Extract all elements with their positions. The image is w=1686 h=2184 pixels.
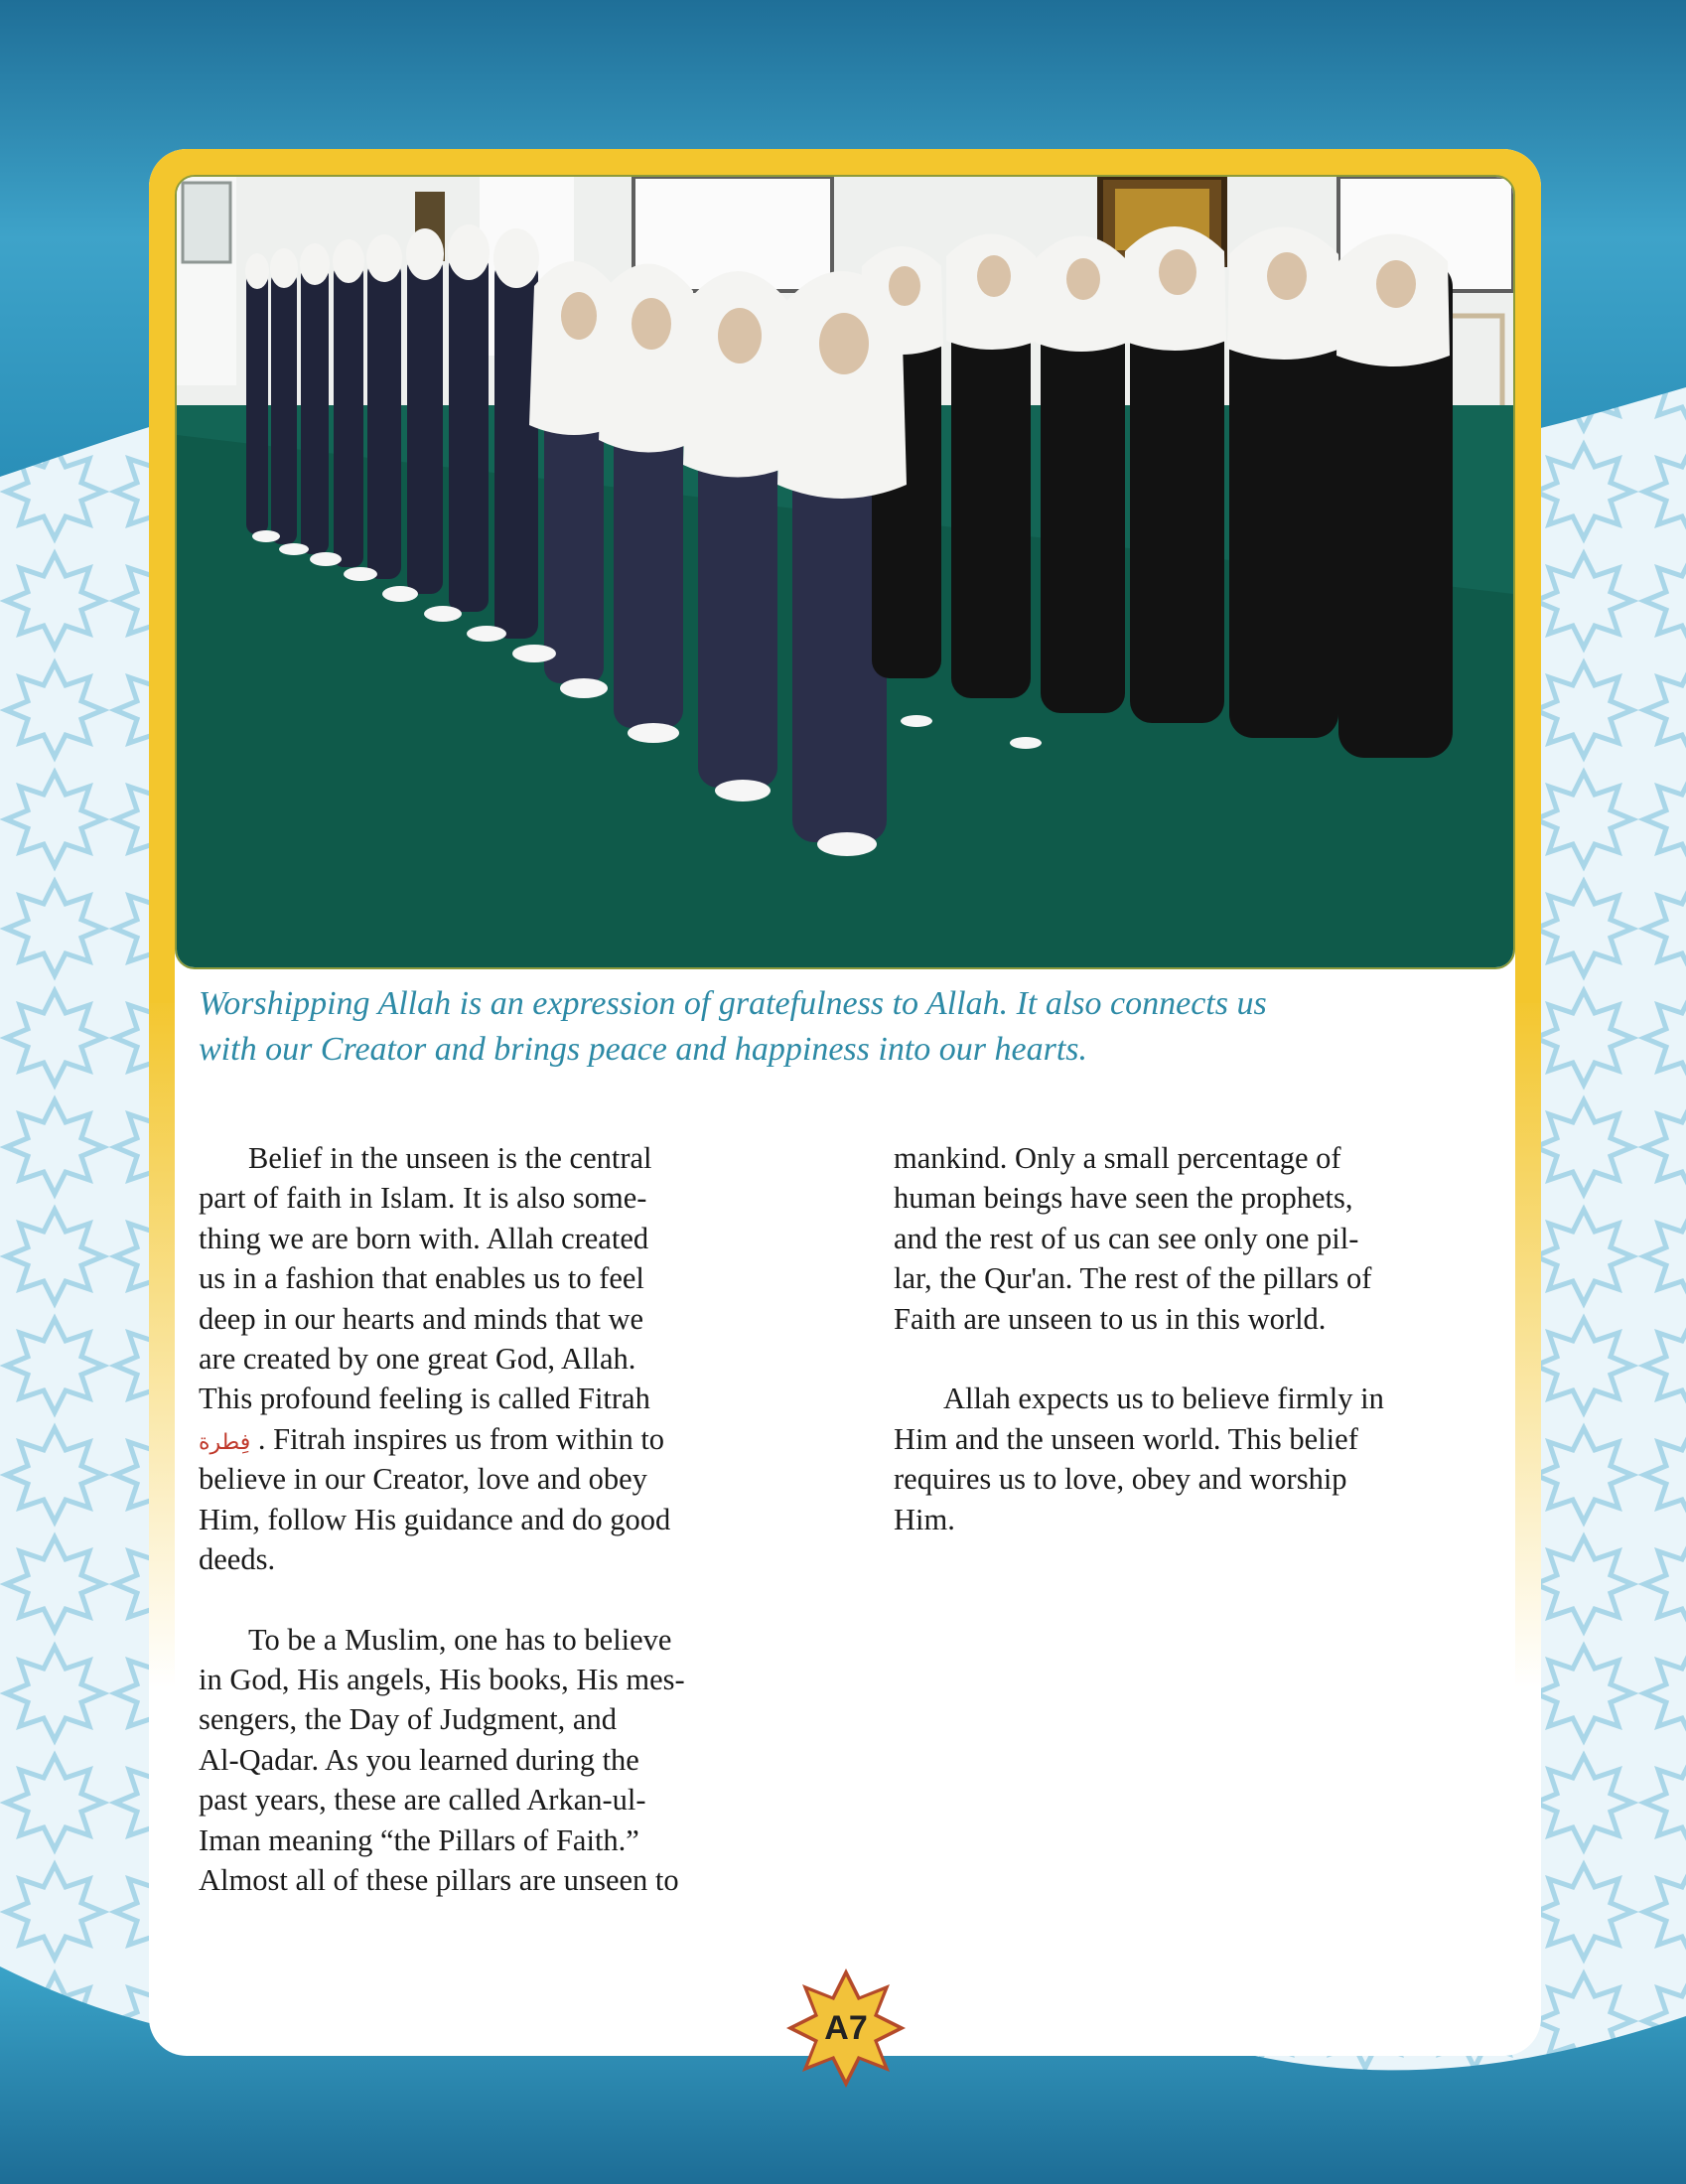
paragraph-gap bbox=[199, 1579, 794, 1619]
text-line: are created by one great God, Allah. bbox=[199, 1341, 636, 1376]
card-frame-fade-right bbox=[1515, 993, 1541, 1688]
text-line: Him, follow His guidance and do good bbox=[199, 1502, 671, 1536]
text-line: requires us to love, obey and worship bbox=[894, 1462, 1347, 1497]
card-frame-fade-left bbox=[149, 993, 175, 1688]
paragraph-gap bbox=[894, 1339, 1489, 1379]
right-column bbox=[894, 1138, 1489, 1539]
text-line: past years, these are called Arkan-ul- bbox=[199, 1783, 646, 1818]
text-line: in God, His angels, His books, His mes- bbox=[199, 1663, 685, 1697]
text-line: and the rest of us can see only one pil- bbox=[894, 1221, 1359, 1255]
text-line: Him and the unseen world. This belief bbox=[894, 1421, 1358, 1456]
text-line: deep in our hearts and minds that we bbox=[199, 1301, 644, 1336]
text-line: mankind. Only a small percentage of bbox=[894, 1141, 1341, 1175]
caption-line-2: with our Creator and brings peace and happiness into our hearts. bbox=[199, 1031, 1088, 1068]
text-line: Iman meaning “the Pillars of Faith.” bbox=[199, 1822, 639, 1857]
text-line: believe in our Creator, love and obey bbox=[199, 1462, 647, 1497]
text-line: sengers, the Day of Judgment, and bbox=[199, 1702, 617, 1737]
arabic-term-fitrah: فِطرة bbox=[199, 1429, 251, 1455]
text-line: Al-Qadar. As you learned during the bbox=[199, 1742, 639, 1777]
text-line: To be a Muslim, one has to believe bbox=[248, 1622, 672, 1657]
text-line: thing we are born with. Allah created bbox=[199, 1221, 649, 1255]
text-line: Him. bbox=[894, 1502, 955, 1536]
text-line: deeds. bbox=[199, 1541, 276, 1576]
page-number: A7 bbox=[824, 2009, 868, 2047]
text-line: human beings have seen the prophets, bbox=[894, 1181, 1353, 1216]
text-fragment: . Fitrah inspires us from within to bbox=[250, 1421, 665, 1456]
text-line: Allah expects us to believe firmly in bbox=[943, 1382, 1384, 1416]
photo-caption bbox=[199, 981, 1489, 1073]
text-line: us in a fashion that enables us to feel bbox=[199, 1261, 644, 1296]
text-line: lar, the Qur'an. The rest of the pillars of bbox=[894, 1261, 1372, 1296]
text-line: part of faith in Islam. It is also some- bbox=[199, 1181, 647, 1216]
text-line-with-arabic bbox=[199, 1419, 794, 1459]
left-column bbox=[199, 1138, 794, 1900]
prayer-photo bbox=[175, 175, 1515, 969]
text-line: Almost all of these pillars are unseen to bbox=[199, 1863, 679, 1898]
text-line: Faith are unseen to us in this world. bbox=[894, 1301, 1327, 1336]
text-line: Belief in the unseen is the central bbox=[248, 1141, 652, 1175]
caption-line-1: Worshipping Allah is an expression of gratefulness to Allah. It also connects us bbox=[199, 985, 1267, 1022]
text-line: This profound feeling is called Fitrah bbox=[199, 1382, 650, 1416]
